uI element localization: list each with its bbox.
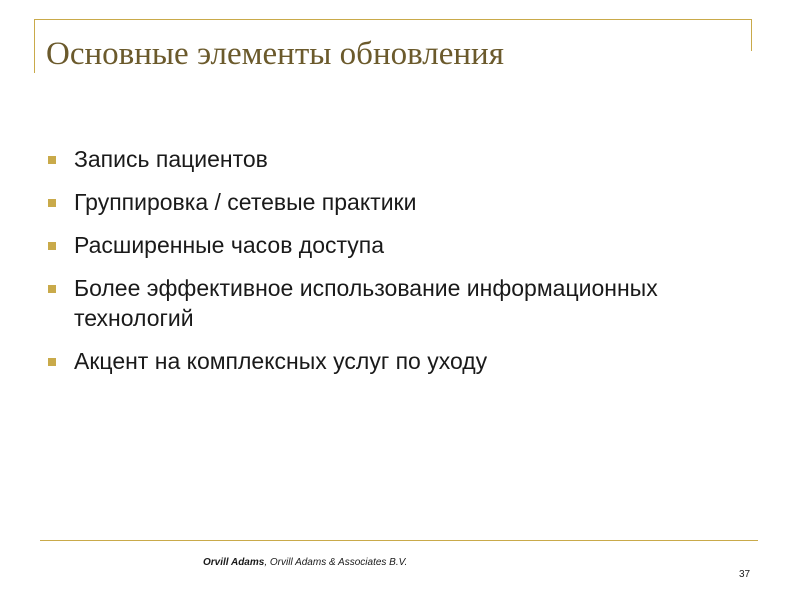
bullet-text: Расширенные часов доступа [74,232,385,258]
top-rule-line [34,19,752,20]
footer-organization: Orvill Adams & Associates B.V. [269,557,408,568]
bullet-text: Акцент на комплексных услуг по уходу [74,348,488,374]
footer-credit [203,557,407,568]
page-number: 37 [739,569,751,580]
square-bullet-icon [48,358,56,366]
bullet-text: Более эффективное использование информационных технологий [74,275,658,331]
bullet-item [46,346,746,376]
footer-author: Orvill Adams [203,557,265,568]
bullet-text: Группировка / сетевые практики [74,189,417,215]
bullet-item [46,187,746,217]
bullet-list [46,144,746,389]
bullet-item [46,273,746,333]
square-bullet-icon [48,242,56,250]
left-rule-line [34,19,35,73]
bullet-item [46,230,746,260]
square-bullet-icon [48,285,56,293]
square-bullet-icon [48,199,56,207]
bullet-text: Запись пациентов [74,146,268,172]
bullet-item [46,144,746,174]
right-rule-line [751,19,752,51]
footer-separator: , [264,557,270,568]
bottom-rule-line [40,540,758,541]
square-bullet-icon [48,156,56,164]
slide-title: Основные элементы обновления [46,36,504,72]
